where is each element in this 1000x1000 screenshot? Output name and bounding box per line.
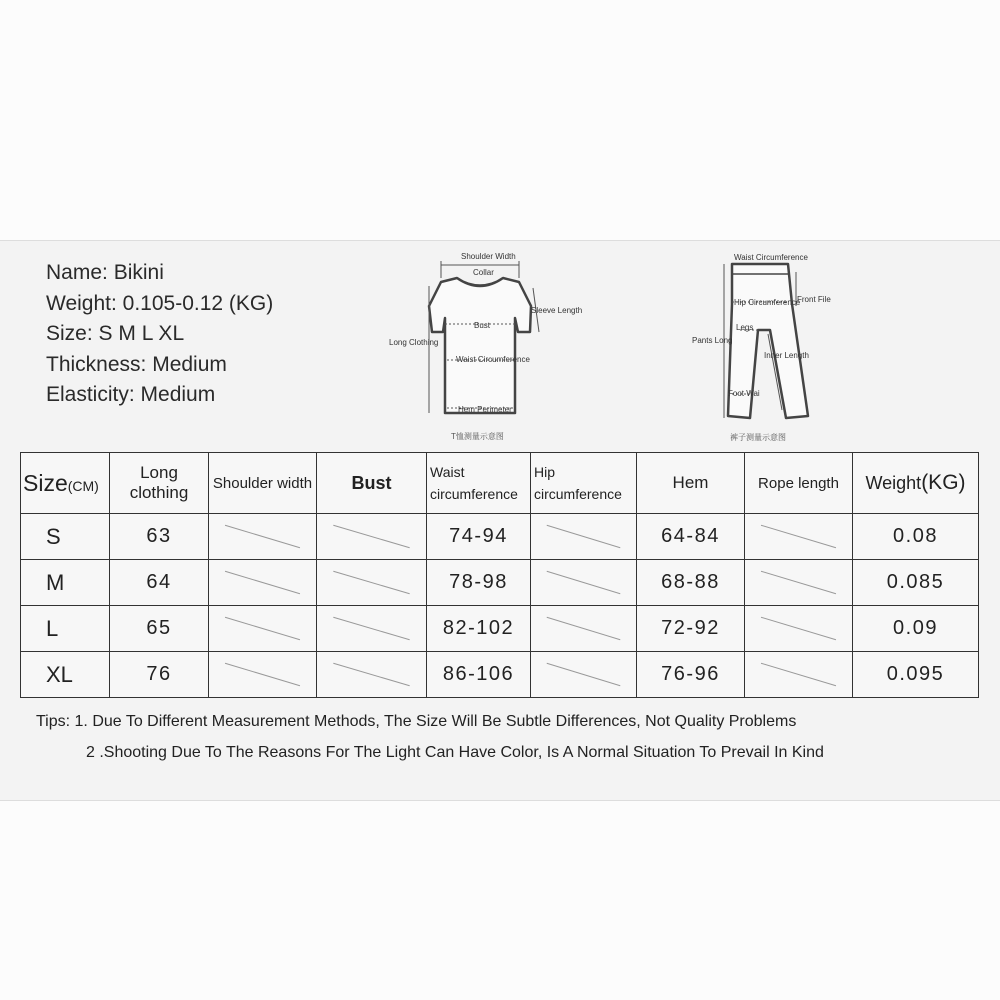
empty-slash-icon — [745, 560, 852, 605]
header-long-clothing: Long clothing — [110, 453, 209, 514]
cell-waist: 74-94 — [427, 514, 531, 560]
cell-long-clothing: 65 — [110, 606, 209, 652]
cell-long-clothing: 76 — [110, 652, 209, 698]
pants-diagram-caption: 裤子测量示意图 — [730, 433, 786, 442]
header-hem: Hem — [637, 453, 745, 514]
header-waist-circumference: Waist circumference — [427, 453, 531, 514]
cell-size: L — [21, 606, 110, 652]
label-sleeve-length: Sleeve Length — [531, 306, 583, 315]
label-waist-circumference: Waist Circumference — [456, 355, 530, 364]
table-row — [21, 560, 979, 606]
cell-empty — [317, 652, 427, 698]
cell-weight: 0.08 — [853, 514, 979, 560]
cell-size: S — [21, 514, 110, 560]
label-pants-long: Pants Long — [692, 336, 733, 345]
table-header-row — [21, 453, 979, 514]
empty-slash-icon — [209, 560, 316, 605]
label-legs: Legs — [736, 323, 754, 332]
size-chart-table — [20, 452, 979, 698]
label-hip-circumference: Hip Circumference — [734, 298, 801, 307]
label-pants-waist: Waist Circumference — [734, 253, 808, 262]
product-specs — [46, 258, 273, 411]
cell-empty — [531, 560, 637, 606]
pants-measurement-diagram — [690, 250, 840, 446]
cell-long-clothing: 64 — [110, 560, 209, 606]
bottom-divider — [0, 800, 1000, 801]
cell-empty — [209, 652, 317, 698]
header-shoulder-width: Shoulder width — [209, 453, 317, 514]
spec-thickness: Thickness : Medium — [46, 350, 273, 381]
cell-waist: 86-106 — [427, 652, 531, 698]
empty-slash-icon — [531, 560, 636, 605]
label-bust: Bust — [474, 321, 491, 330]
tip-2: 2 .Shooting Due To The Reasons For The Light Can Have Color, Is A Normal Situation To Prevail In Kind — [86, 744, 824, 761]
empty-slash-icon — [317, 514, 426, 559]
cell-hem: 76-96 — [637, 652, 745, 698]
spec-weight: Weight : 0.105-0.12 (KG) — [46, 289, 273, 320]
cell-hem: 64-84 — [637, 514, 745, 560]
empty-slash-icon — [745, 514, 852, 559]
cell-empty — [317, 560, 427, 606]
cell-empty — [317, 606, 427, 652]
cell-hem: 72-92 — [637, 606, 745, 652]
cell-long-clothing: 63 — [110, 514, 209, 560]
cell-empty — [209, 560, 317, 606]
cell-size: M — [21, 560, 110, 606]
header-weight: Weight(KG) — [853, 453, 979, 514]
empty-slash-icon — [317, 560, 426, 605]
shirt-diagram-caption: T恤测量示意图 — [451, 432, 504, 441]
cell-waist: 78-98 — [427, 560, 531, 606]
cell-weight: 0.09 — [853, 606, 979, 652]
label-long-clothing: Long Clothing — [389, 338, 439, 347]
table-row — [21, 514, 979, 560]
cell-hem: 68-88 — [637, 560, 745, 606]
header-bust: Bust — [317, 453, 427, 514]
cell-empty — [531, 514, 637, 560]
shirt-outline — [429, 278, 531, 413]
cell-empty — [745, 560, 853, 606]
spec-name: Name : Bikini — [46, 258, 273, 289]
empty-slash-icon — [745, 652, 852, 697]
cell-waist: 82-102 — [427, 606, 531, 652]
table-row — [21, 606, 979, 652]
empty-slash-icon — [317, 652, 426, 697]
cell-empty — [745, 606, 853, 652]
cell-empty — [531, 606, 637, 652]
spec-size: Size : S M L XL — [46, 319, 273, 350]
table-row — [21, 652, 979, 698]
label-foot-wai: Foot Wai — [728, 389, 760, 398]
empty-slash-icon — [531, 652, 636, 697]
cell-size: XL — [21, 652, 110, 698]
tips-section — [36, 706, 824, 768]
cell-empty — [317, 514, 427, 560]
spec-elasticity: Elasticity : Medium — [46, 380, 273, 411]
label-inner-length: Inner Length — [764, 351, 809, 360]
cell-empty — [531, 652, 637, 698]
empty-slash-icon — [531, 514, 636, 559]
header-hip-circumference: Hip circumference — [531, 453, 637, 514]
header-rope-length: Rope length — [745, 453, 853, 514]
shirt-measurement-diagram — [385, 248, 583, 444]
empty-slash-icon — [317, 606, 426, 651]
cell-empty — [209, 606, 317, 652]
label-front-file: Front File — [797, 295, 831, 304]
top-divider — [0, 240, 1000, 241]
empty-slash-icon — [209, 652, 316, 697]
empty-slash-icon — [209, 606, 316, 651]
empty-slash-icon — [531, 606, 636, 651]
tip-1: Tips: 1. Due To Different Measurement Methods, The Size Will Be Subtle Differences, Not Quality Problems — [36, 713, 797, 730]
empty-slash-icon — [745, 606, 852, 651]
cell-empty — [745, 514, 853, 560]
cell-empty — [209, 514, 317, 560]
label-collar: Collar — [473, 268, 494, 277]
header-size: Size(CM) — [21, 453, 110, 514]
cell-weight: 0.095 — [853, 652, 979, 698]
cell-empty — [745, 652, 853, 698]
cell-weight: 0.085 — [853, 560, 979, 606]
label-hem-perimeter: Hem Perimeter — [458, 405, 512, 414]
empty-slash-icon — [209, 514, 316, 559]
label-shoulder-width: Shoulder Width — [461, 252, 516, 261]
